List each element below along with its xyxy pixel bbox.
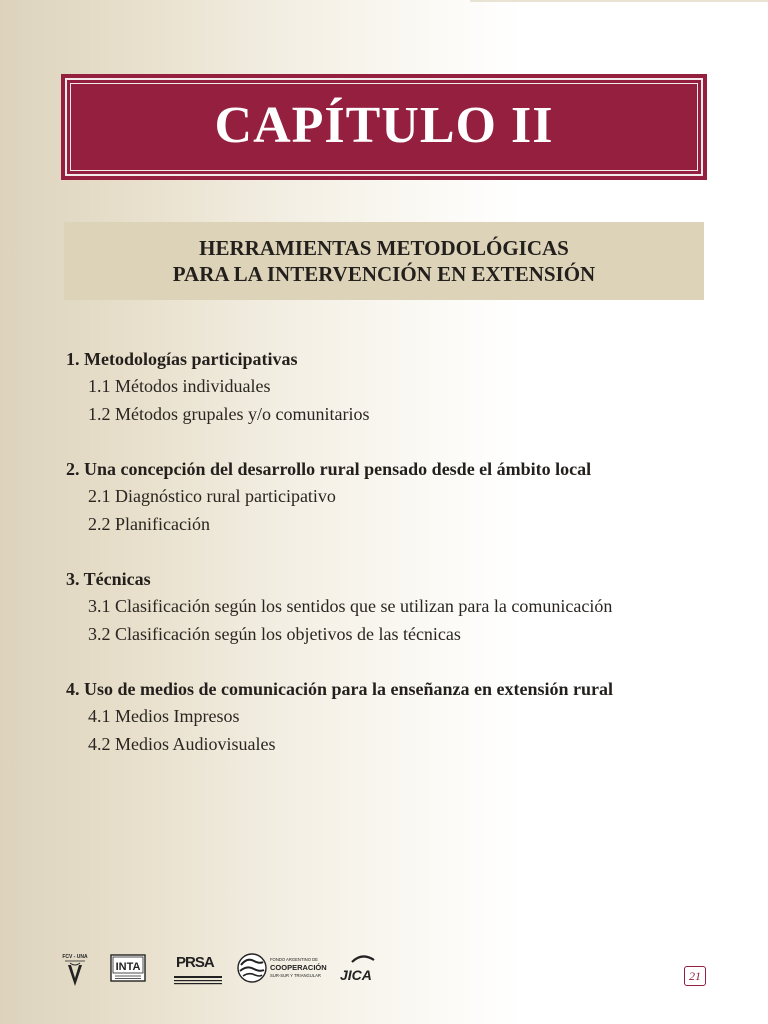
subtitle-line-2: PARA LA INTERVENCIÓN EN EXTENSIÓN [172, 262, 596, 286]
footer-logos [60, 948, 400, 992]
toc-item: 4.2 Medios Audiovisuales [88, 733, 276, 754]
toc-item: 2.2 Planificación [88, 513, 210, 534]
toc-item: 3.2 Clasificación según los objetivos de las técnicas [88, 623, 461, 644]
prsa-label: PRSA [176, 954, 214, 971]
fondo-label-2: COOPERACIÓN [270, 963, 327, 972]
fondo-label-3: SUR-SUR Y TRIANGULAR [270, 973, 321, 978]
inta-label: INTA [115, 961, 141, 973]
prsa-logo [172, 950, 224, 988]
chapter-banner [61, 74, 707, 180]
toc-section-4 [66, 675, 746, 758]
page-number: 21 [684, 966, 706, 986]
chapter-title: CAPÍTULO II [214, 97, 554, 154]
toc-heading: 4. Uso de medios de comunicación para la enseñanza en extensión rural [66, 679, 613, 699]
toc-item: 1.2 Métodos grupales y/o comunitarios [88, 403, 370, 424]
fondo-argentino-logo [236, 952, 328, 986]
toc-section-3 [66, 565, 746, 648]
toc-item: 4.1 Medios Impresos [88, 706, 240, 726]
fondo-label-1: FONDO ARGENTINO DE [270, 957, 318, 962]
toc-heading: 2. Una concepción del desarrollo rural pensado desde el ámbito local [66, 459, 592, 479]
toc-heading: 3. Técnicas [66, 569, 151, 589]
jica-label: JICA [340, 967, 372, 983]
toc-heading: 1. Metodologías participativas [66, 349, 298, 369]
subtitle-line-1: HERRAMIENTAS METODOLÓGICAS [199, 236, 569, 260]
top-rule [470, 0, 768, 2]
chapter-subtitle [64, 222, 704, 300]
fcv-una-logo [62, 952, 88, 992]
jica-logo [338, 952, 380, 986]
table-of-contents [66, 345, 746, 785]
inta-logo [110, 954, 146, 982]
fcv-una-label: FCV - UNA [62, 954, 88, 960]
toc-section-2 [66, 455, 746, 538]
toc-item: 1.1 Métodos individuales [88, 376, 271, 396]
toc-item: 2.1 Diagnóstico rural participativo [88, 486, 336, 506]
toc-item: 3.1 Clasificación según los sentidos que se utilizan para la comunicación [88, 596, 613, 616]
toc-section-1 [66, 345, 746, 428]
